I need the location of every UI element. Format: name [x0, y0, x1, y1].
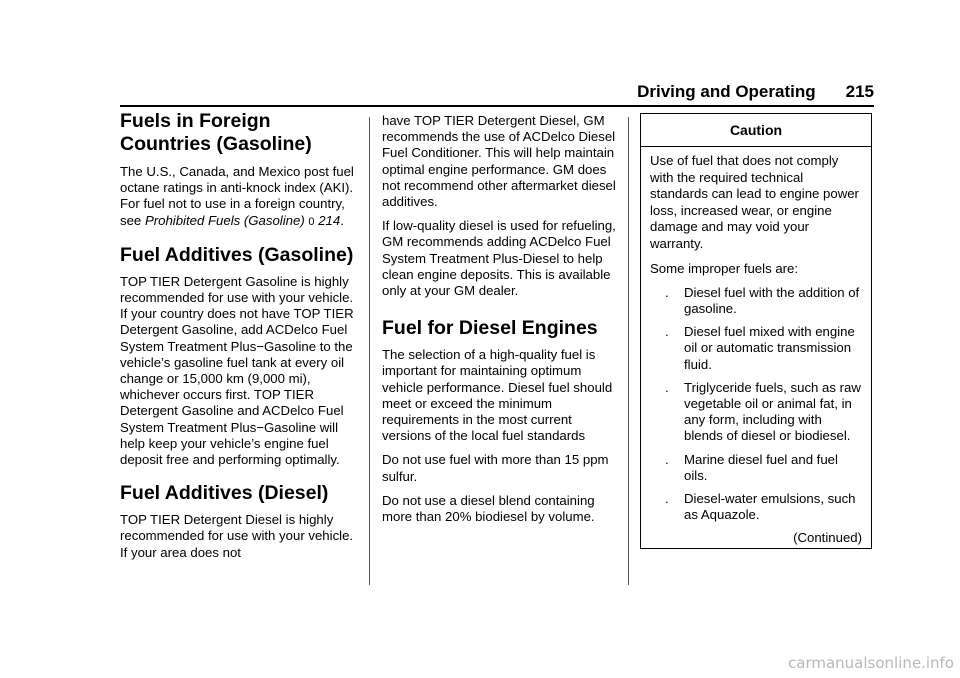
paragraph-sulfur: Do not use fuel with more than 15 ppm sulfur.: [382, 452, 609, 484]
cross-reference-link[interactable]: Prohibited Fuels (Gasoline): [144, 212, 305, 228]
list-item: [650, 452, 862, 484]
improper-fuels-list: [650, 285, 862, 524]
list-item-text: Diesel-water emulsions, such as Aquazole.: [684, 491, 856, 523]
paragraph-end: .: [340, 212, 344, 228]
section-title: Driving and Operating: [637, 82, 816, 101]
bullet-icon: .: [665, 491, 669, 506]
list-item-text: Marine diesel fuel and fuel oils.: [684, 451, 838, 483]
heading-fuels-foreign: Fuels in Foreign Countries (Gasoline): [120, 110, 312, 155]
list-item: [650, 491, 862, 523]
list-item: [650, 380, 862, 445]
bullet-icon: .: [665, 379, 669, 395]
paragraph-foreign-fuels: [120, 164, 356, 230]
continued-label: (Continued): [793, 530, 862, 546]
list-item: [650, 324, 862, 373]
heading-diesel-engines: Fuel for Diesel Engines: [382, 317, 598, 340]
caution-box: [640, 113, 872, 549]
column-divider: [369, 117, 370, 585]
paragraph-additives-gasoline: TOP TIER Detergent Gasoline is highly recommended for use with your vehicle. If your country does not have TOP TIER Detergent Gasoline, add ACDelco Fuel System Treatment Plus−Gasoline to the vehicle’s gasoline fuel tank at every oil change or 15,000 km (9,000 mi), whichever occurs first. TOP TIER Detergent Gasoline and ACDelco Fuel System Treatment Plus−Gasoline will help keep your vehicle’s engine fuel deposit free and performing optimally.: [120, 273, 354, 468]
paragraph-text: The U.S., Canada, and Mexico post fuel octane ratings in anti-knock index (AKI). For fuel not to use in a foreign country, see: [120, 164, 354, 228]
column-2: [382, 113, 616, 533]
caution-title: Caution: [641, 114, 871, 147]
cross-reference-page[interactable]: 214: [318, 212, 341, 228]
column-divider: [628, 117, 629, 585]
heading-additives-diesel: Fuel Additives (Diesel): [120, 482, 329, 505]
paragraph-fuel-selection: The selection of a high-quality fuel is important for maintaining optimum vehicle performance. Diesel fuel should meet or exceed the minimum requirements in the most current versions of the local fuel standards: [382, 347, 613, 444]
list-item-text: Triglyceride fuels, such as raw vegetable oil or animal fat, in any form, including with blends of diesel or biodiesel.: [684, 379, 861, 444]
caution-list-intro: Some improper fuels are:: [650, 260, 799, 276]
list-item-text: Diesel fuel mixed with engine oil or automatic transmission fluid.: [684, 324, 855, 372]
column-1: [120, 110, 356, 569]
caution-intro: Use of fuel that does not comply with the required technical standards can lead to engine power loss, increased wear, or engine damage and may void your warranty.: [650, 153, 859, 251]
caution-body: [641, 147, 871, 547]
page-number: 215: [845, 82, 874, 101]
bullet-icon: .: [665, 284, 669, 300]
page-header: [120, 80, 874, 104]
list-item-text: Diesel fuel with the addition of gasoline.: [684, 284, 860, 316]
paragraph-low-quality-diesel: If low-quality diesel is used for refueling, GM recommends adding ACDelco Fuel System Treatment Plus-Diesel to help clean engine deposits. This is available only at your GM dealer.: [382, 218, 616, 299]
bullet-icon: .: [665, 451, 669, 467]
bullet-icon: .: [665, 324, 669, 340]
list-item: [650, 285, 862, 317]
paragraph-additives-diesel: TOP TIER Detergent Diesel is highly recommended for use with your vehicle. If your area does not: [120, 512, 354, 560]
paragraph-biodiesel: Do not use a diesel blend containing more than 20% biodiesel by volume.: [382, 492, 595, 525]
header-rule: [120, 105, 874, 107]
heading-additives-gasoline: Fuel Additives (Gasoline): [120, 243, 354, 266]
watermark: carmanualsonline.info: [788, 654, 954, 672]
paragraph-diesel-conditioner: have TOP TIER Detergent Diesel, GM recommends the use of ACDelco Diesel Fuel Conditioner. This will help maintain optimal engine performance. GM does not recommend other aftermarket diesel additives.: [382, 113, 616, 210]
page-ref-icon: 0: [308, 215, 315, 228]
